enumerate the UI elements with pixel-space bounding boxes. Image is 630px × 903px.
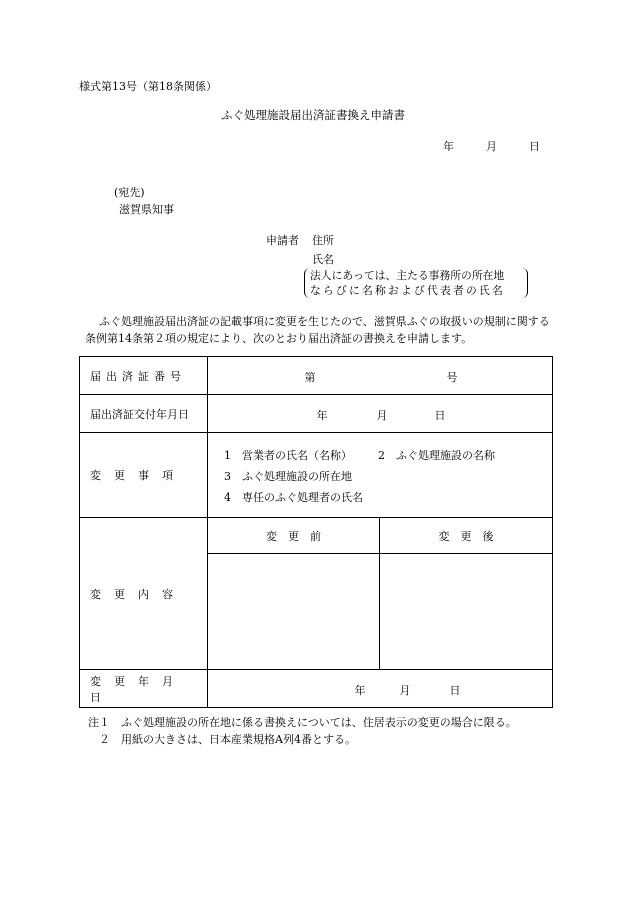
- change-items-list: [208, 433, 553, 518]
- applicant-name-label: 氏名: [312, 253, 334, 266]
- issue-date-month: 月: [376, 408, 388, 422]
- change-item-4: 4 専任のふぐ処理者の氏名: [224, 490, 363, 504]
- row-issue-date: [80, 395, 553, 433]
- before-change-field[interactable]: [208, 554, 380, 670]
- corporate-note: [304, 268, 528, 298]
- issue-date-year: 年: [316, 408, 328, 422]
- change-item-1: 1 営業者の氏名（名称）: [224, 448, 352, 462]
- change-date-field[interactable]: [208, 670, 553, 708]
- date-day: 日: [529, 140, 540, 153]
- application-date: [443, 140, 540, 153]
- date-month: 月: [486, 140, 497, 153]
- row-change-items: [80, 433, 553, 518]
- issue-date-day: 日: [434, 408, 446, 422]
- change-content-label: 変更内容: [80, 518, 208, 670]
- document-title: ふぐ処理施設届出済証書換え申請書: [221, 108, 405, 122]
- change-date-day: 日: [449, 683, 461, 697]
- note-1: 注１ ふぐ処理施設の所在地に係る書換えについては、住居表示の変更の場合に限る。: [88, 716, 517, 729]
- corporate-note-line1: 法人にあっては、主たる事務所の所在地: [310, 269, 505, 282]
- row-change-content-header: [80, 518, 553, 554]
- change-items-label: 変更事項: [80, 433, 208, 518]
- form-number: 様式第13号（第18条関係）: [79, 80, 217, 93]
- certificate-number-suffix: 号: [446, 370, 458, 384]
- certificate-number-prefix: 第: [304, 370, 316, 384]
- corporate-note-line2: ならびに名称および代表者の氏名: [310, 284, 505, 297]
- application-statement: ふぐ処理施設届出済証の記載事項に変更を生じたので、滋賀県ふぐの取扱いの規制に関する条例第14条第２項の規定により、次のとおり届出済証の書換えを申請します。: [85, 315, 550, 345]
- row-certificate-number: [80, 357, 553, 395]
- issue-date-field[interactable]: [208, 395, 553, 433]
- after-change-field[interactable]: [380, 554, 553, 670]
- issue-date-label: 届出済証交付年月日: [80, 395, 208, 433]
- row-change-date: [80, 670, 553, 708]
- change-date-month: 月: [399, 683, 411, 697]
- application-form-table: [79, 356, 553, 708]
- addressee-name: 滋賀県知事: [119, 203, 174, 216]
- certificate-number-field[interactable]: [208, 357, 553, 395]
- change-date-year: 年: [354, 683, 366, 697]
- applicant-address-label: 住所: [312, 234, 334, 247]
- change-item-3: 3 ふぐ処理施設の所在地: [224, 469, 352, 483]
- addressee-label: (宛先): [114, 186, 145, 199]
- after-change-header: 変 更 後: [380, 518, 553, 554]
- date-year: 年: [443, 140, 454, 153]
- applicant-label: 申請者: [266, 234, 299, 247]
- note-2: ２ 用紙の大きさは、日本産業規格A列4番とする。: [88, 733, 356, 746]
- change-date-label: 変更年月日: [80, 670, 208, 708]
- change-item-2: 2 ふぐ処理施設の名称: [378, 448, 495, 462]
- notes: [88, 714, 517, 748]
- before-change-header: 変 更 前: [208, 518, 380, 554]
- certificate-number-label: 届出済証番号: [80, 357, 208, 395]
